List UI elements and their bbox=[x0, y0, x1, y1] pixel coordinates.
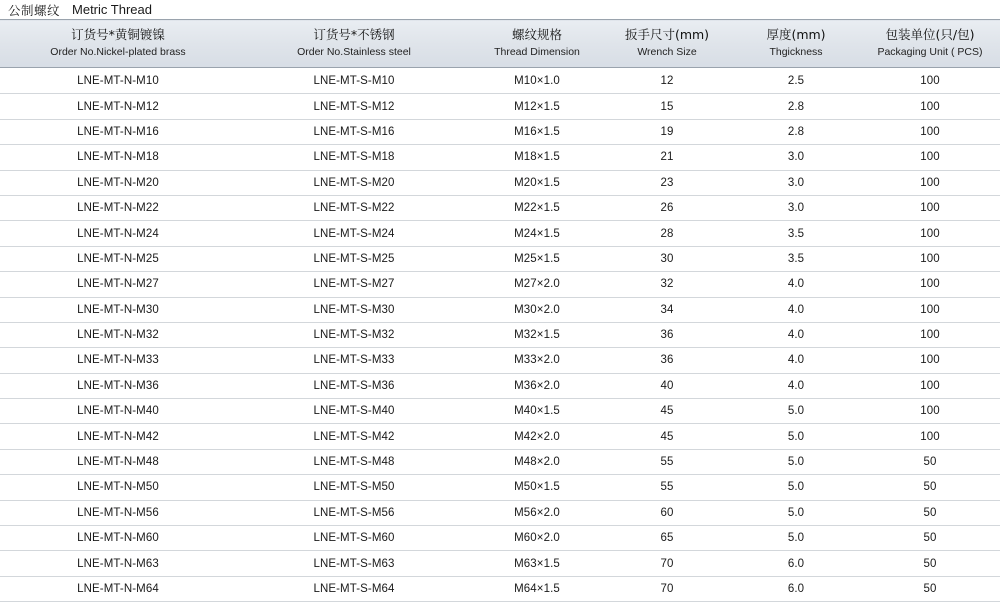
table-row bbox=[0, 195, 1000, 220]
table-cell-3: 32 bbox=[602, 272, 732, 297]
table-cell-3: 36 bbox=[602, 348, 732, 373]
table-row bbox=[0, 94, 1000, 119]
table-cell-3: 19 bbox=[602, 119, 732, 144]
table-cell-0: LNE-MT-N-M27 bbox=[0, 272, 236, 297]
table-cell-1: LNE-MT-S-M16 bbox=[236, 119, 472, 144]
table-cell-5: 100 bbox=[860, 94, 1000, 119]
table-cell-4: 4.0 bbox=[732, 272, 860, 297]
table-cell-0: LNE-MT-N-M32 bbox=[0, 322, 236, 347]
column-header-cn: 包装单位(只/包) bbox=[885, 27, 975, 42]
table-cell-5: 100 bbox=[860, 424, 1000, 449]
table-cell-1: LNE-MT-S-M56 bbox=[236, 500, 472, 525]
table-cell-3: 65 bbox=[602, 526, 732, 551]
table-cell-3: 45 bbox=[602, 399, 732, 424]
table-row bbox=[0, 475, 1000, 500]
table-cell-0: LNE-MT-N-M33 bbox=[0, 348, 236, 373]
table-cell-0: LNE-MT-N-M12 bbox=[0, 94, 236, 119]
table-cell-4: 3.5 bbox=[732, 246, 860, 271]
table-cell-4: 5.0 bbox=[732, 449, 860, 474]
table-cell-0: LNE-MT-N-M18 bbox=[0, 145, 236, 170]
table-cell-5: 100 bbox=[860, 322, 1000, 347]
table-cell-5: 100 bbox=[860, 246, 1000, 271]
table-cell-3: 70 bbox=[602, 576, 732, 601]
table-cell-2: M36×2.0 bbox=[472, 373, 602, 398]
table-cell-0: LNE-MT-N-M20 bbox=[0, 170, 236, 195]
table-cell-3: 55 bbox=[602, 475, 732, 500]
table-row bbox=[0, 399, 1000, 424]
table-cell-4: 2.5 bbox=[732, 68, 860, 94]
table-cell-5: 50 bbox=[860, 576, 1000, 601]
table-cell-0: LNE-MT-N-M56 bbox=[0, 500, 236, 525]
table-cell-0: LNE-MT-N-M50 bbox=[0, 475, 236, 500]
table-row bbox=[0, 576, 1000, 601]
table-cell-4: 3.0 bbox=[732, 145, 860, 170]
table-cell-1: LNE-MT-S-M60 bbox=[236, 526, 472, 551]
table-body bbox=[0, 68, 1000, 602]
table-cell-0: LNE-MT-N-M22 bbox=[0, 195, 236, 220]
column-header-en: Thgickness bbox=[769, 46, 823, 58]
table-cell-4: 4.0 bbox=[732, 348, 860, 373]
column-header-cn: 螺纹规格 bbox=[511, 27, 562, 42]
table-cell-5: 100 bbox=[860, 195, 1000, 220]
table-cell-4: 4.0 bbox=[732, 297, 860, 322]
table-row bbox=[0, 500, 1000, 525]
table-cell-2: M60×2.0 bbox=[472, 526, 602, 551]
table-cell-3: 28 bbox=[602, 221, 732, 246]
column-header-order-no-brass bbox=[0, 20, 236, 68]
table-cell-5: 100 bbox=[860, 399, 1000, 424]
table-cell-1: LNE-MT-S-M48 bbox=[236, 449, 472, 474]
table-cell-1: LNE-MT-S-M36 bbox=[236, 373, 472, 398]
table-row bbox=[0, 119, 1000, 144]
table-cell-0: LNE-MT-N-M36 bbox=[0, 373, 236, 398]
table-cell-5: 50 bbox=[860, 551, 1000, 576]
table-cell-0: LNE-MT-N-M30 bbox=[0, 297, 236, 322]
table-cell-2: M16×1.5 bbox=[472, 119, 602, 144]
table-cell-4: 5.0 bbox=[732, 399, 860, 424]
table-cell-1: LNE-MT-S-M27 bbox=[236, 272, 472, 297]
table-cell-4: 4.0 bbox=[732, 322, 860, 347]
table-cell-3: 26 bbox=[602, 195, 732, 220]
table-row bbox=[0, 348, 1000, 373]
table-cell-3: 21 bbox=[602, 145, 732, 170]
table-cell-2: M22×1.5 bbox=[472, 195, 602, 220]
table-row bbox=[0, 145, 1000, 170]
table-cell-3: 12 bbox=[602, 68, 732, 94]
table-cell-1: LNE-MT-S-M63 bbox=[236, 551, 472, 576]
table-cell-2: M33×2.0 bbox=[472, 348, 602, 373]
table-cell-1: LNE-MT-S-M64 bbox=[236, 576, 472, 601]
table-cell-2: M24×1.5 bbox=[472, 221, 602, 246]
column-header-cn: 订货号*不锈钢 bbox=[313, 27, 395, 42]
table-cell-4: 5.0 bbox=[732, 500, 860, 525]
table-cell-2: M18×1.5 bbox=[472, 145, 602, 170]
table-cell-2: M64×1.5 bbox=[472, 576, 602, 601]
table-cell-4: 2.8 bbox=[732, 119, 860, 144]
table-cell-4: 3.5 bbox=[732, 221, 860, 246]
table-cell-0: LNE-MT-N-M10 bbox=[0, 68, 236, 94]
table-cell-5: 100 bbox=[860, 221, 1000, 246]
column-header-order-no-stainless bbox=[236, 20, 472, 68]
table-row bbox=[0, 170, 1000, 195]
column-header-en: Order No.Nickel-plated brass bbox=[50, 46, 186, 58]
table-cell-2: M42×2.0 bbox=[472, 424, 602, 449]
table-row bbox=[0, 246, 1000, 271]
table-cell-0: LNE-MT-N-M24 bbox=[0, 221, 236, 246]
table-cell-0: LNE-MT-N-M60 bbox=[0, 526, 236, 551]
table-cell-0: LNE-MT-N-M25 bbox=[0, 246, 236, 271]
table-cell-3: 23 bbox=[602, 170, 732, 195]
page-title-en: Metric Thread bbox=[72, 2, 152, 17]
table-cell-4: 5.0 bbox=[732, 424, 860, 449]
table-cell-0: LNE-MT-N-M63 bbox=[0, 551, 236, 576]
table-row bbox=[0, 551, 1000, 576]
table-cell-3: 15 bbox=[602, 94, 732, 119]
table-cell-1: LNE-MT-S-M12 bbox=[236, 94, 472, 119]
column-header-thread-dimension bbox=[472, 20, 602, 68]
table-cell-2: M27×2.0 bbox=[472, 272, 602, 297]
table-cell-2: M40×1.5 bbox=[472, 399, 602, 424]
page-title bbox=[0, 0, 1000, 19]
table-cell-2: M32×1.5 bbox=[472, 322, 602, 347]
page-title-cn: 公制螺纹 bbox=[8, 2, 61, 18]
column-header-cn: 厚度(mm) bbox=[766, 27, 826, 42]
table-cell-4: 5.0 bbox=[732, 526, 860, 551]
column-header-en: Order No.Stainless steel bbox=[297, 46, 411, 58]
table-cell-3: 70 bbox=[602, 551, 732, 576]
table-cell-3: 34 bbox=[602, 297, 732, 322]
table-cell-2: M20×1.5 bbox=[472, 170, 602, 195]
table-cell-5: 100 bbox=[860, 145, 1000, 170]
table-cell-5: 100 bbox=[860, 297, 1000, 322]
table-cell-3: 45 bbox=[602, 424, 732, 449]
table-cell-4: 2.8 bbox=[732, 94, 860, 119]
table-row bbox=[0, 221, 1000, 246]
table-cell-2: M48×2.0 bbox=[472, 449, 602, 474]
table-cell-3: 36 bbox=[602, 322, 732, 347]
table-header bbox=[0, 20, 1000, 68]
table-cell-1: LNE-MT-S-M33 bbox=[236, 348, 472, 373]
table-cell-4: 6.0 bbox=[732, 576, 860, 601]
table-cell-4: 3.0 bbox=[732, 195, 860, 220]
table-cell-5: 100 bbox=[860, 373, 1000, 398]
table-cell-2: M25×1.5 bbox=[472, 246, 602, 271]
table-cell-1: LNE-MT-S-M10 bbox=[236, 68, 472, 94]
table-row bbox=[0, 424, 1000, 449]
table-cell-1: LNE-MT-S-M25 bbox=[236, 246, 472, 271]
table-cell-4: 4.0 bbox=[732, 373, 860, 398]
table-cell-5: 100 bbox=[860, 348, 1000, 373]
table-cell-1: LNE-MT-S-M18 bbox=[236, 145, 472, 170]
table-cell-4: 6.0 bbox=[732, 551, 860, 576]
column-header-cn: 扳手尺寸(mm) bbox=[624, 27, 710, 42]
table-cell-1: LNE-MT-S-M50 bbox=[236, 475, 472, 500]
table-cell-5: 50 bbox=[860, 500, 1000, 525]
table-cell-1: LNE-MT-S-M32 bbox=[236, 322, 472, 347]
table-cell-2: M56×2.0 bbox=[472, 500, 602, 525]
table-cell-0: LNE-MT-N-M48 bbox=[0, 449, 236, 474]
table-cell-2: M12×1.5 bbox=[472, 94, 602, 119]
table-header-row bbox=[0, 20, 1000, 68]
table-row bbox=[0, 322, 1000, 347]
table-cell-5: 50 bbox=[860, 449, 1000, 474]
table-cell-1: LNE-MT-S-M22 bbox=[236, 195, 472, 220]
table-cell-5: 100 bbox=[860, 272, 1000, 297]
table-row bbox=[0, 272, 1000, 297]
table-cell-2: M63×1.5 bbox=[472, 551, 602, 576]
table-row bbox=[0, 526, 1000, 551]
table-cell-1: LNE-MT-S-M30 bbox=[236, 297, 472, 322]
table-row bbox=[0, 449, 1000, 474]
table-cell-0: LNE-MT-N-M64 bbox=[0, 576, 236, 601]
table-cell-3: 60 bbox=[602, 500, 732, 525]
column-header-en: Packaging Unit ( PCS) bbox=[877, 46, 983, 58]
table-cell-0: LNE-MT-N-M40 bbox=[0, 399, 236, 424]
table-cell-5: 100 bbox=[860, 170, 1000, 195]
column-header-en: Wrench Size bbox=[637, 46, 697, 58]
table-cell-4: 5.0 bbox=[732, 475, 860, 500]
table-cell-0: LNE-MT-N-M42 bbox=[0, 424, 236, 449]
table-cell-2: M10×1.0 bbox=[472, 68, 602, 94]
table-row bbox=[0, 68, 1000, 94]
table-row bbox=[0, 297, 1000, 322]
table-cell-5: 100 bbox=[860, 119, 1000, 144]
table-cell-1: LNE-MT-S-M20 bbox=[236, 170, 472, 195]
column-header-wrench-size bbox=[602, 20, 732, 68]
metric-thread-table bbox=[0, 19, 1000, 602]
table-cell-3: 40 bbox=[602, 373, 732, 398]
table-cell-5: 50 bbox=[860, 526, 1000, 551]
column-header-en: Thread Dimension bbox=[494, 46, 580, 58]
table-cell-3: 30 bbox=[602, 246, 732, 271]
table-cell-2: M50×1.5 bbox=[472, 475, 602, 500]
table-cell-1: LNE-MT-S-M42 bbox=[236, 424, 472, 449]
column-header-thickness bbox=[732, 20, 860, 68]
table-cell-5: 100 bbox=[860, 68, 1000, 94]
table-cell-1: LNE-MT-S-M40 bbox=[236, 399, 472, 424]
table-cell-4: 3.0 bbox=[732, 170, 860, 195]
column-header-packaging-unit bbox=[860, 20, 1000, 68]
table-cell-2: M30×2.0 bbox=[472, 297, 602, 322]
column-header-cn: 订货号*黄铜镀镍 bbox=[71, 27, 165, 42]
table-cell-3: 55 bbox=[602, 449, 732, 474]
table-cell-1: LNE-MT-S-M24 bbox=[236, 221, 472, 246]
table-row bbox=[0, 373, 1000, 398]
table-cell-5: 50 bbox=[860, 475, 1000, 500]
table-cell-0: LNE-MT-N-M16 bbox=[0, 119, 236, 144]
